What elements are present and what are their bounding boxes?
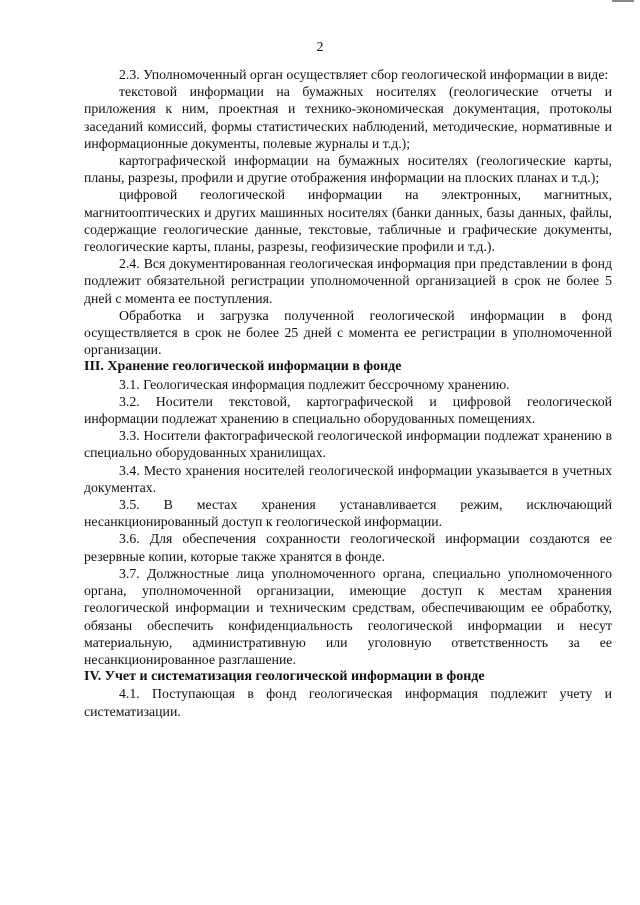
paragraph-text-info: текстовой информации на бумажных носителях (геологические отчеты и приложения к ним, проектная и технико-экономическая документация, протоколы заседаний комиссий, формы статистических наблюдений, методические, нормативные и информационные документы, полевые журналы и т.д.); — [84, 84, 612, 151]
paragraph-3-1: 3.1. Геологическая информация подлежит бессрочному хранению. — [119, 376, 510, 392]
paragraph-3-3: 3.3. Носители фактографической геологической информации подлежат хранению в специально оборудованных хранилищах. — [84, 428, 612, 461]
paragraph-3-6: 3.6. Для обеспечения сохранности геологической информации создаются ее резервные копии, которые также хранятся в фонде. — [84, 531, 612, 564]
page-number: 2 — [316, 40, 324, 55]
paragraph-digital-info: цифровой геологической информации на электронных, магнитных, магнитооптических и других машинных носителях (банки данных, базы данных, файлы, содержащие геологические данные, текстовые, табличные и графические документы, геологические карты, планы, разрезы, геофизические профили и т.д.). — [84, 187, 612, 255]
scan-edge-mark — [612, 0, 634, 2]
paragraph-2-4: 2.4. Вся документированная геологическая информация при представлении в фонд подлежит обязательной регистрации уполномоченной организацией в срок не более 5 дней с момента ее поступления. — [84, 256, 612, 306]
paragraph-4-1: 4.1. Поступающая в фонд геологическая информация подлежит учету и систематизации. — [84, 686, 612, 719]
paragraph-cartographic-info: картографической информации на бумажных носителях (геологические карты, планы, разрезы, профили и другие отображения информации на плоских планах и т.д.); — [84, 153, 612, 186]
section-3-heading: III. Хранение геологической информации в фонде — [84, 359, 402, 375]
document-body — [84, 66, 612, 720]
paragraph-3-2: 3.2. Носители текстовой, картографической и цифровой геологической информации подлежат хранению в специально оборудованных помещениях. — [84, 393, 612, 427]
paragraph-3-4: 3.4. Место хранения носителей геологической информации указывается в учетных документах. — [84, 462, 612, 495]
paragraph-2-3-intro: 2.3. Уполномоченный орган осуществляет сбор геологической информации в виде: — [119, 67, 609, 82]
paragraph-3-5: 3.5. В местах хранения устанавливается режим, исключающий несанкционированный доступ к геологической информации. — [84, 497, 612, 530]
paragraph-3-7: 3.7. Должностные лица уполномоченного органа, специально уполномоченного органа, уполномоченной организации, имеющие доступ к местам хранения геологической информации и техническим средствам, обеспечивающим ее обработку, обязаны обеспечить конфиденциальность геологической информации и несут материальную, административную или уголовную ответственность за ее несанкционированное разглашение. — [84, 565, 612, 667]
paragraph-processing: Обработка и загрузка полученной геологической информации в фонд осуществляется в срок не более 25 дней с момента ее регистрации в уполномоченной организации. — [84, 307, 612, 358]
section-4-heading: IV. Учет и систематизация геологической информации в фонде — [84, 669, 485, 685]
